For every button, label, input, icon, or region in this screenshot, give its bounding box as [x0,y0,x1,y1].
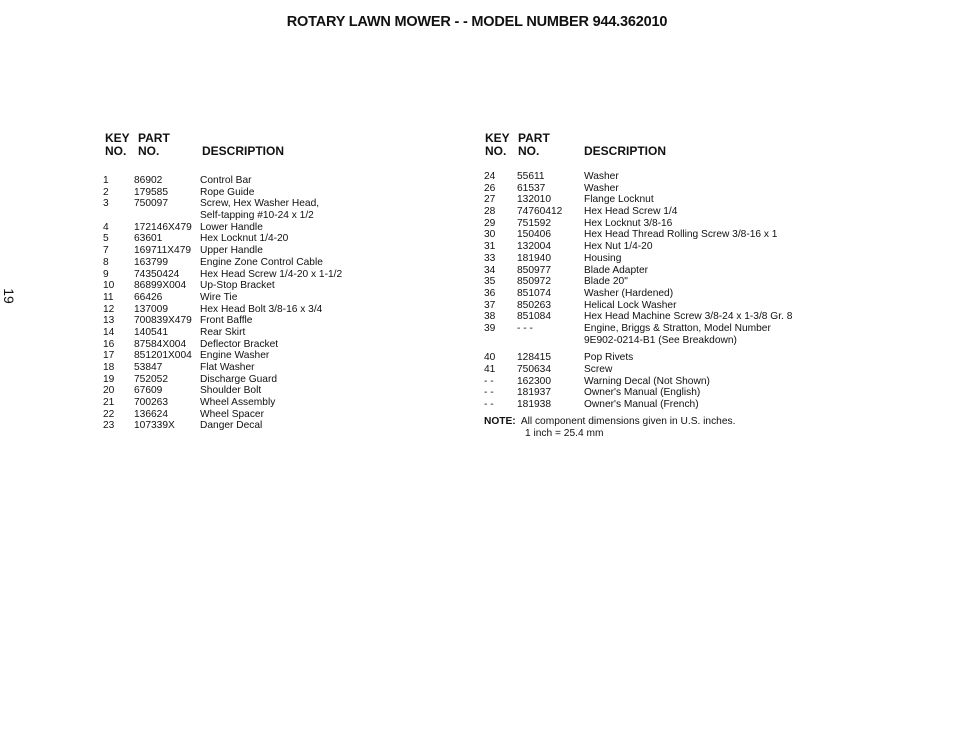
part-cell: 74760412 [517,206,563,218]
part-cell: 172146X479 [134,221,192,233]
description-cell: Wheel Assembly [200,397,276,409]
part-cell: 750097 [134,198,168,210]
note-line1: All component dimensions given in U.S. inches. [520,416,736,427]
description-cell: Front Baffle [200,315,253,327]
key-cell: 12 [103,303,115,315]
description-cell: 9E902-0214-B1 (See Breakdown) [584,334,737,346]
description-cell: Upper Handle [200,245,263,257]
description-cell: Engine Zone Control Cable [200,256,323,268]
key-cell: 16 [103,338,115,350]
header-key: KEY [105,131,130,145]
key-cell: 35 [484,276,496,288]
key-cell: 27 [484,194,496,206]
description-cell: Shoulder Bolt [200,385,262,397]
key-cell: 17 [103,350,115,362]
key-cell: 24 [484,171,496,182]
key-cell: 19 [103,373,115,385]
description-cell: Control Bar [200,175,252,186]
part-cell: 851084 [517,311,551,323]
description-cell: Blade 20" [584,276,628,288]
part-cell: 700839X479 [134,315,192,327]
part-cell: 53847 [134,362,163,373]
description-cell: Housing [584,252,622,264]
key-cell: 7 [103,245,109,257]
description-cell: Lower Handle [200,221,263,233]
key-cell: 14 [103,326,115,338]
key-cell: - - [484,387,494,399]
description-cell: Self-tapping #10-24 x 1/2 [200,210,314,222]
part-cell: - - - [517,322,533,334]
key-cell: 13 [103,315,115,327]
key-cell: 36 [484,287,496,299]
description-cell: Washer (Hardened) [584,287,674,299]
description-cell: Hex Head Machine Screw 3/8-24 x 1-3/8 Gr. 8 [584,311,793,323]
key-cell: 5 [103,233,109,245]
part-cell: 850977 [517,264,551,276]
part-cell: 751592 [517,217,551,229]
part-cell: 752052 [134,373,168,385]
part-cell: 169711X479 [134,245,192,257]
part-cell: 150406 [517,229,551,241]
key-cell: 1 [103,175,109,186]
description-cell: Washer [584,171,619,182]
header-part: PART [138,131,170,145]
part-cell: 181940 [517,252,551,264]
key-cell: 33 [484,252,496,264]
part-cell: 128415 [517,352,551,364]
part-cell: 86899X004 [134,280,187,292]
header-description: DESCRIPTION [584,144,667,158]
part-cell: 162300 [517,375,551,387]
description-cell: Washer [584,182,619,194]
part-cell: 140541 [134,326,168,338]
note-line2: 1 inch = 25.4 mm [525,428,604,439]
key-cell: 9 [103,268,109,280]
key-cell: 40 [484,352,496,364]
part-cell: 74350424 [134,268,180,280]
part-cell: 86902 [134,175,163,186]
key-cell: 38 [484,311,496,323]
description-cell: Danger Decal [200,420,263,432]
key-cell: 10 [103,280,115,292]
description-cell: Rear Skirt [200,326,246,338]
part-cell: 179585 [134,186,168,198]
key-cell: 30 [484,229,496,241]
description-cell: Screw [584,364,613,375]
part-cell: 181938 [517,399,551,411]
key-cell: 4 [103,221,109,233]
key-cell: 31 [484,241,496,253]
key-cell: - - [484,375,494,387]
description-cell: Hex Locknut 3/8-16 [584,217,673,229]
part-cell: 63601 [134,233,163,245]
part-cell: 137009 [134,303,168,315]
part-cell: 700263 [134,397,168,409]
part-cell: 66426 [134,291,163,303]
description-cell: Owner's Manual (French) [584,399,699,411]
description-cell: Warning Decal (Not Shown) [584,375,710,387]
key-cell: 8 [103,256,109,268]
description-cell: Blade Adapter [584,264,649,276]
key-cell: 3 [103,198,109,210]
part-cell: 67609 [134,385,163,397]
description-cell: Flange Locknut [584,194,654,206]
part-cell: 750634 [517,364,551,375]
key-cell: 39 [484,322,496,334]
description-cell: Up-Stop Bracket [200,280,275,292]
description-cell: Pop Rivets [584,352,634,364]
description-cell: Hex Locknut 1/4-20 [200,233,289,245]
part-cell: 132004 [517,241,551,253]
page-number: 19 [0,288,17,304]
description-cell: Hex Head Bolt 3/8-16 x 3/4 [200,303,323,315]
description-cell: Flat Washer [200,362,255,373]
key-cell: 11 [103,291,114,303]
description-cell: Owner's Manual (English) [584,387,701,399]
note [484,416,735,440]
key-cell: 21 [103,397,115,409]
note-label: NOTE: [484,416,516,427]
description-cell: Helical Lock Washer [584,299,677,311]
header-no: NO. [518,144,540,158]
description-cell: Hex Nut 1/4-20 [584,241,653,253]
part-cell: 107339X [134,420,175,432]
part-cell: 850263 [517,299,551,311]
key-cell: 23 [103,420,115,432]
key-cell: 34 [484,264,496,276]
header-description: DESCRIPTION [202,144,285,158]
description-cell: Engine Washer [200,350,270,362]
part-cell: 850972 [517,276,551,288]
description-cell: Wire Tie [200,291,238,303]
part-cell: 181937 [517,387,551,399]
key-cell: 37 [484,299,496,311]
part-cell: 61537 [517,182,546,194]
key-cell: 22 [103,408,115,420]
key-cell: 18 [103,362,115,373]
description-cell: Hex Head Thread Rolling Screw 3/8-16 x 1 [584,229,778,241]
description-cell: Engine, Briggs & Stratton, Model Number [584,322,771,334]
description-cell: Discharge Guard [200,373,278,385]
part-cell: 132010 [517,194,551,206]
part-cell: 136624 [134,408,168,420]
description-cell: Wheel Spacer [200,408,264,420]
description-cell: Screw, Hex Washer Head, [200,198,320,210]
part-cell: 163799 [134,256,168,268]
key-cell: - - [484,399,494,411]
part-cell: 851201X004 [134,350,192,362]
header-key: KEY [485,131,510,145]
part-cell: 851074 [517,287,551,299]
header-part: PART [518,131,550,145]
key-cell: 26 [484,182,496,194]
key-cell: 41 [484,364,496,375]
description-cell: Hex Head Screw 1/4-20 x 1-1/2 [200,268,343,280]
key-cell: 2 [103,186,109,198]
key-cell: 28 [484,206,496,218]
part-cell: 55611 [517,171,545,182]
key-cell: 29 [484,217,496,229]
page-title: ROTARY LAWN MOWER - - MODEL NUMBER 944.362010 [286,14,668,30]
description-cell: Rope Guide [200,186,255,198]
description-cell: Hex Head Screw 1/4 [584,206,678,218]
key-cell: 20 [103,385,115,397]
part-cell: 87584X004 [134,338,187,350]
header-no: NO. [485,144,507,158]
description-cell: Deflector Bracket [200,338,279,350]
header-no: NO. [105,144,127,158]
header-no: NO. [138,144,160,158]
